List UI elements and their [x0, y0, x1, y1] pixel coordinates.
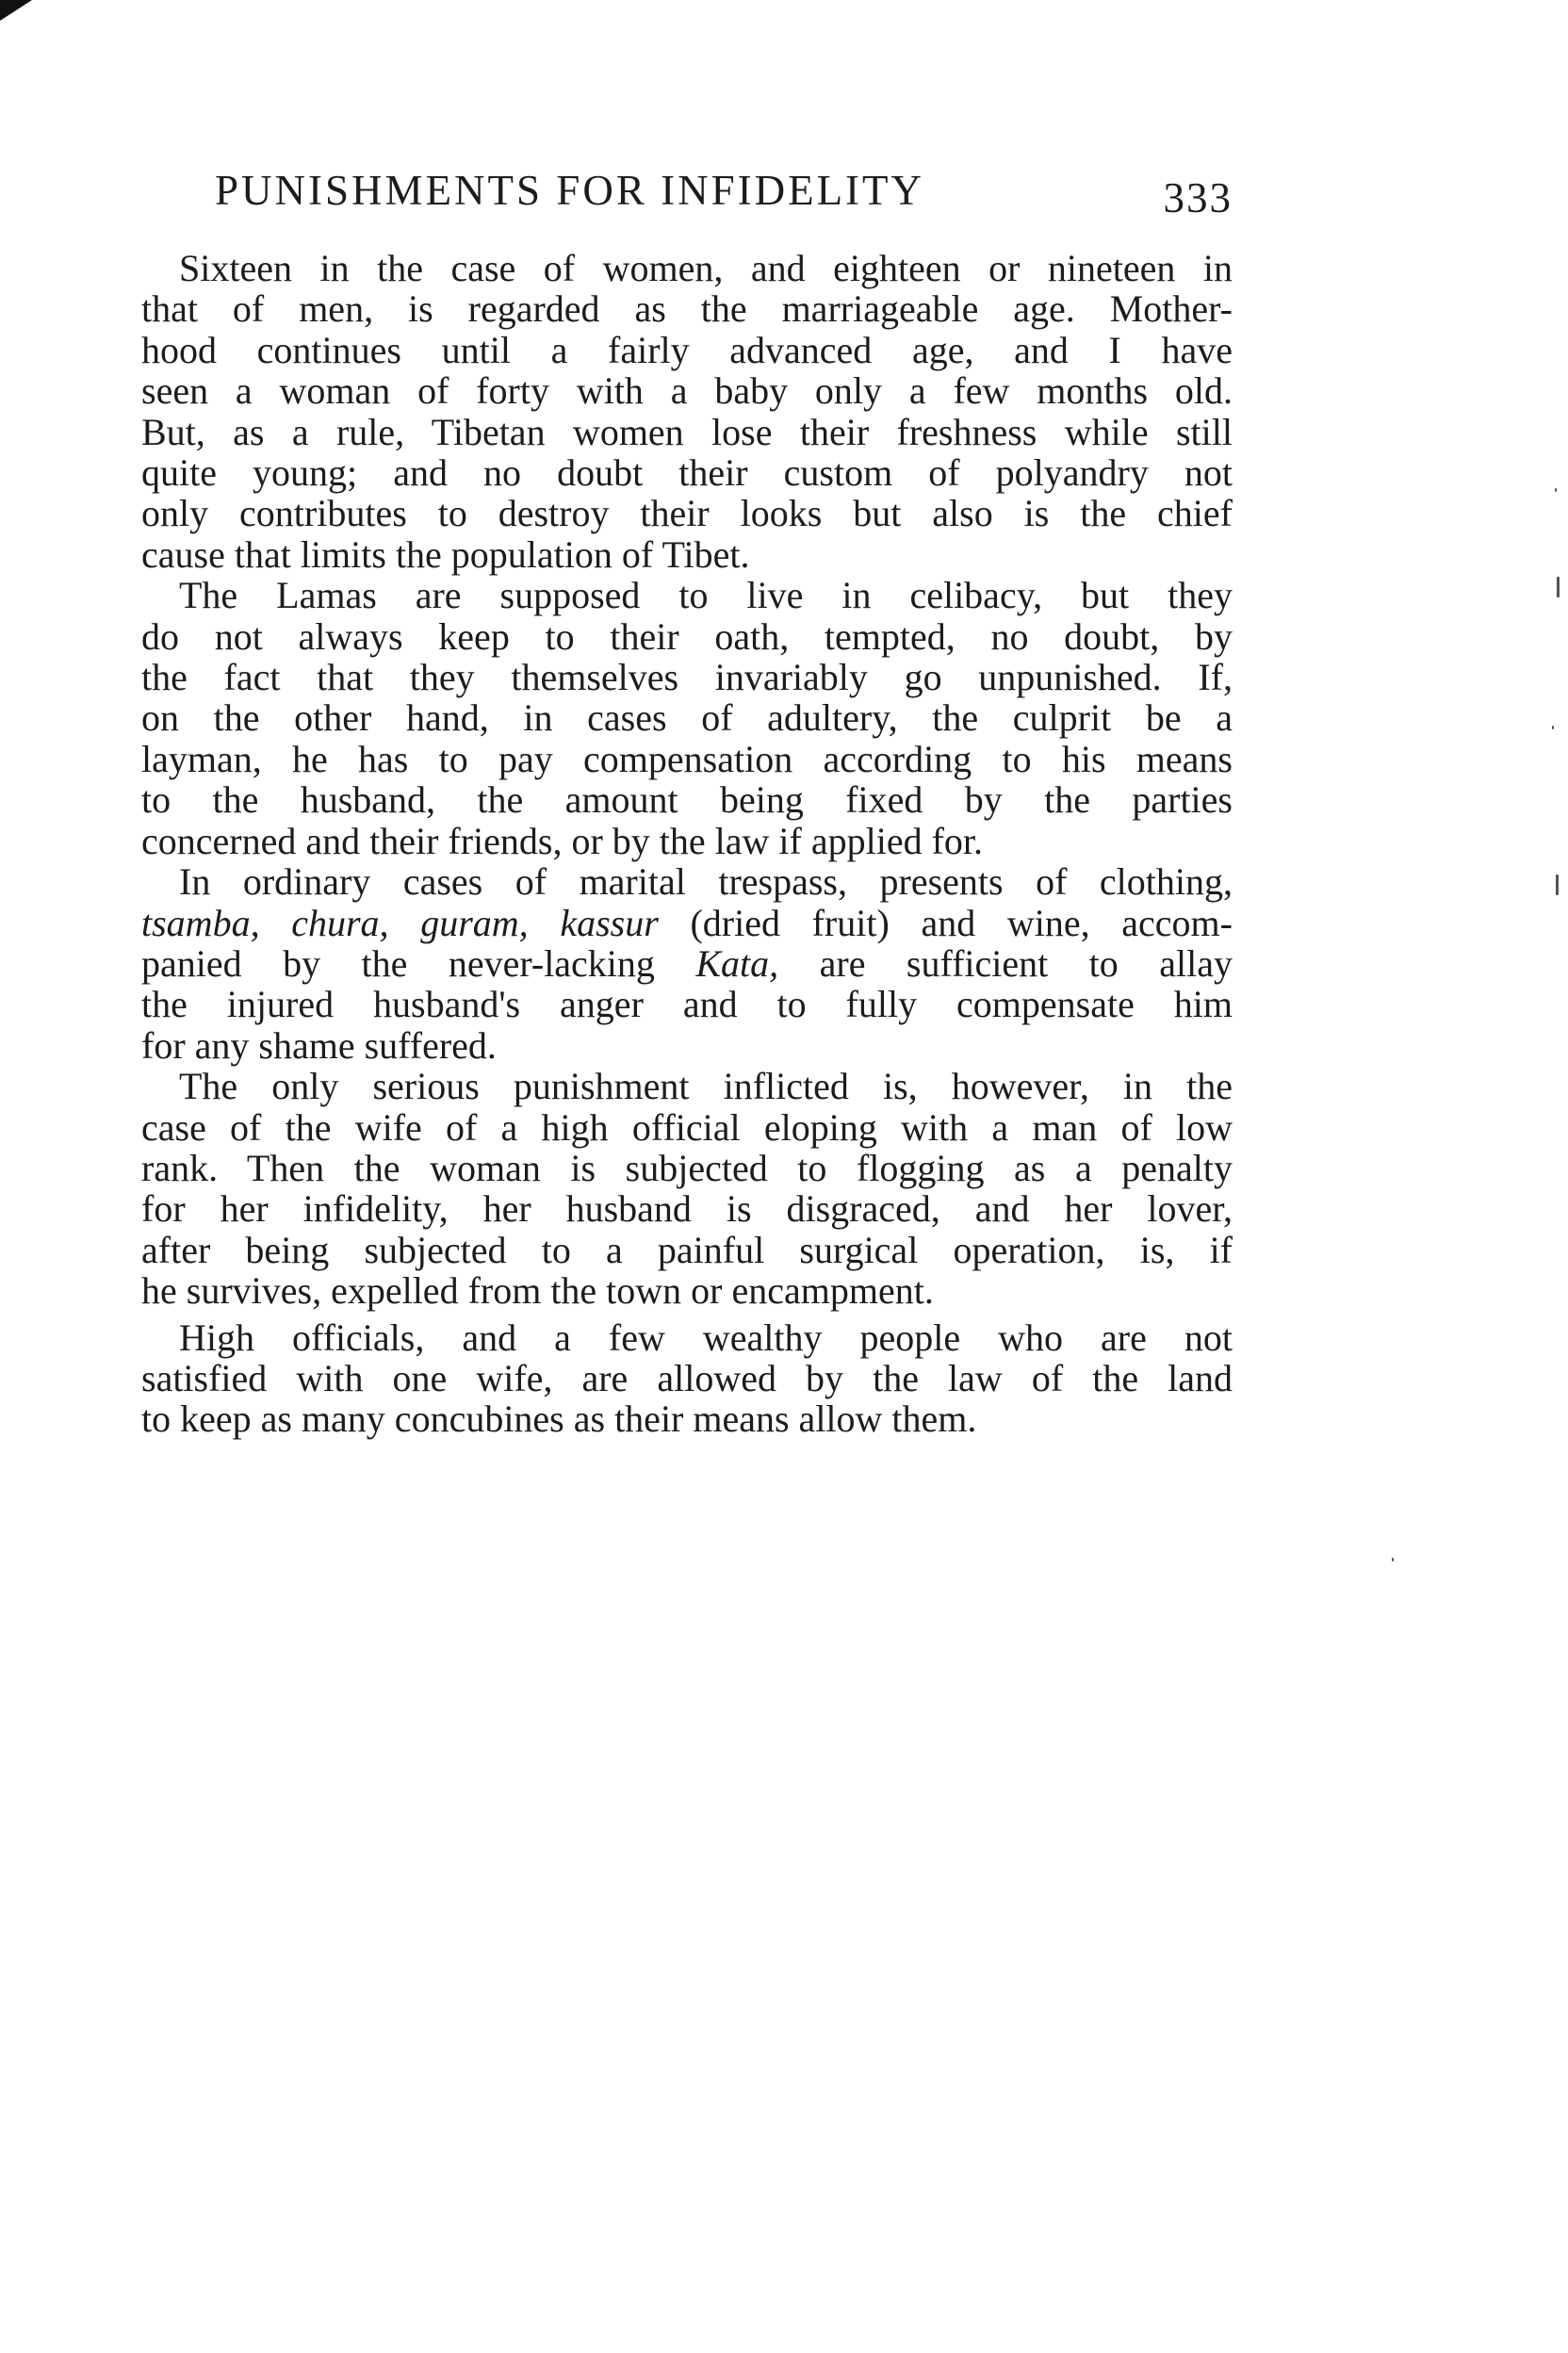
text-line: seen a woman of forty with a baby only a few months old. — [141, 369, 1233, 413]
margin-speck — [1555, 488, 1557, 492]
paragraph-1 — [141, 248, 1233, 575]
text-line: case of the wife of a high official eloping with a man of low — [141, 1105, 1233, 1149]
text-line — [141, 903, 1233, 943]
text-line: The Lamas are supposed to live in celibacy, but they — [179, 574, 1233, 617]
running-title: PUNISHMENTS FOR INFIDELITY — [215, 167, 925, 214]
paragraph-4 — [141, 1066, 1233, 1311]
text-line: for any shame suffered. — [141, 1023, 497, 1067]
text-line: to keep as many concubines as their means allow them. — [141, 1397, 977, 1441]
margin-speck — [1557, 577, 1560, 597]
body-text — [141, 248, 1233, 1440]
paragraph-5 — [141, 1317, 1233, 1440]
margin-speck — [1556, 874, 1559, 895]
text-line: layman, he has to pay compensation according to his means — [141, 737, 1233, 780]
text-line: In ordinary cases of marital trespass, presents of clothing, — [179, 860, 1233, 904]
italic-term: Kata, — [695, 941, 779, 985]
margin-speck — [1392, 1558, 1394, 1561]
text-line: to the husband, the amount being fixed by the parties — [141, 778, 1233, 822]
text-line: But, as a rule, Tibetan women lose their freshness while still — [141, 410, 1233, 453]
text-line: concerned and their friends, or by the law if applied for. — [141, 819, 984, 862]
text-line: quite young; and no doubt their custom of polyandry not — [141, 451, 1233, 495]
text-line: the injured husband's anger and to fully compensate him — [141, 983, 1233, 1026]
page-number: 333 — [1163, 174, 1233, 221]
margin-speck — [1552, 726, 1554, 729]
text-line: for her infidelity, her husband is disgraced, and her lover, — [141, 1187, 1233, 1231]
text-line — [141, 943, 1233, 984]
text-line: cause that limits the population of Tibet. — [141, 532, 750, 576]
text-line: Sixteen in the case of women, and eighteen or nineteen in — [179, 247, 1233, 289]
text-span: (dried fruit) and wine, accom- — [658, 901, 1233, 944]
text-line: on the other hand, in cases of adultery, the culprit be a — [141, 696, 1233, 740]
text-span: are sufficient to allay — [778, 941, 1233, 985]
text-line: satisfied with one wife, are allowed by the law of the land — [141, 1356, 1233, 1399]
text-line: only contributes to destroy their looks but also is the chief — [141, 492, 1233, 535]
text-line: The only serious punishment inflicted is, however, in the — [179, 1065, 1233, 1108]
corner-scan-mark — [0, 0, 32, 21]
text-line: do not always keep to their oath, tempted, no doubt, by — [141, 614, 1233, 658]
paragraph-2 — [141, 575, 1233, 861]
text-line: after being subjected to a painful surgical operation, is, if — [141, 1228, 1233, 1271]
text-line: that of men, is regarded as the marriageable age. Mother- — [141, 287, 1233, 331]
paragraph-3 — [141, 861, 1233, 1066]
text-span: panied by the never-lacking — [141, 941, 696, 985]
italic-terms: tsamba, chura, guram, kassur — [141, 901, 659, 944]
text-line: he survives, expelled from the town or encampment. — [141, 1269, 934, 1313]
text-line: rank. Then the woman is subjected to flogging as a penalty — [141, 1146, 1233, 1189]
text-line: hood continues until a fairly advanced age, and I have — [141, 328, 1233, 371]
text-line: the fact that they themselves invariably go unpunished. If, — [141, 656, 1233, 699]
text-line: High officials, and a few wealthy people who are not — [179, 1315, 1233, 1359]
running-head — [215, 166, 1233, 222]
